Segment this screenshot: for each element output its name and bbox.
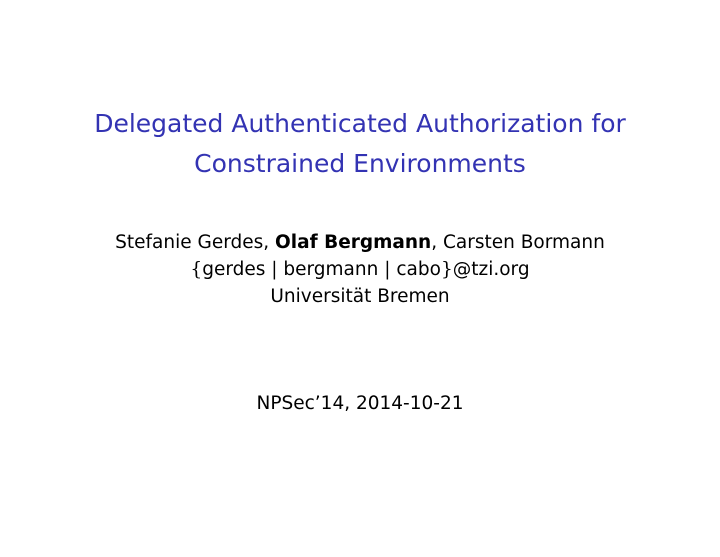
email-domain: @tzi.org bbox=[452, 259, 530, 280]
title-line-1: Delegated Authenticated Authorization for bbox=[94, 109, 626, 138]
email-bar: | bbox=[271, 259, 278, 280]
venue-date: NPSec’14, 2014-10-21 bbox=[256, 393, 464, 414]
author-separator: , bbox=[263, 232, 276, 253]
author-block bbox=[0, 229, 720, 310]
author-separator: , bbox=[431, 232, 443, 253]
title-line-2: Constrained Environments bbox=[194, 149, 526, 178]
email-user-gerdes: gerdes bbox=[202, 259, 266, 280]
email-bar: | bbox=[384, 259, 391, 280]
email-open-brace: { bbox=[190, 259, 203, 280]
email-close-brace: } bbox=[440, 259, 453, 280]
affiliation: Universität Bremen bbox=[270, 286, 450, 307]
email-user-bergmann: bergmann bbox=[283, 259, 379, 280]
author-gerdes: Stefanie Gerdes bbox=[115, 232, 264, 253]
author-bormann: Carsten Bormann bbox=[442, 232, 605, 253]
email-line bbox=[0, 256, 720, 283]
author-list bbox=[0, 229, 720, 256]
author-bergmann-presenter: Olaf Bergmann bbox=[275, 232, 432, 253]
slide-title bbox=[0, 104, 720, 184]
email-user-cabo: cabo bbox=[396, 259, 441, 280]
